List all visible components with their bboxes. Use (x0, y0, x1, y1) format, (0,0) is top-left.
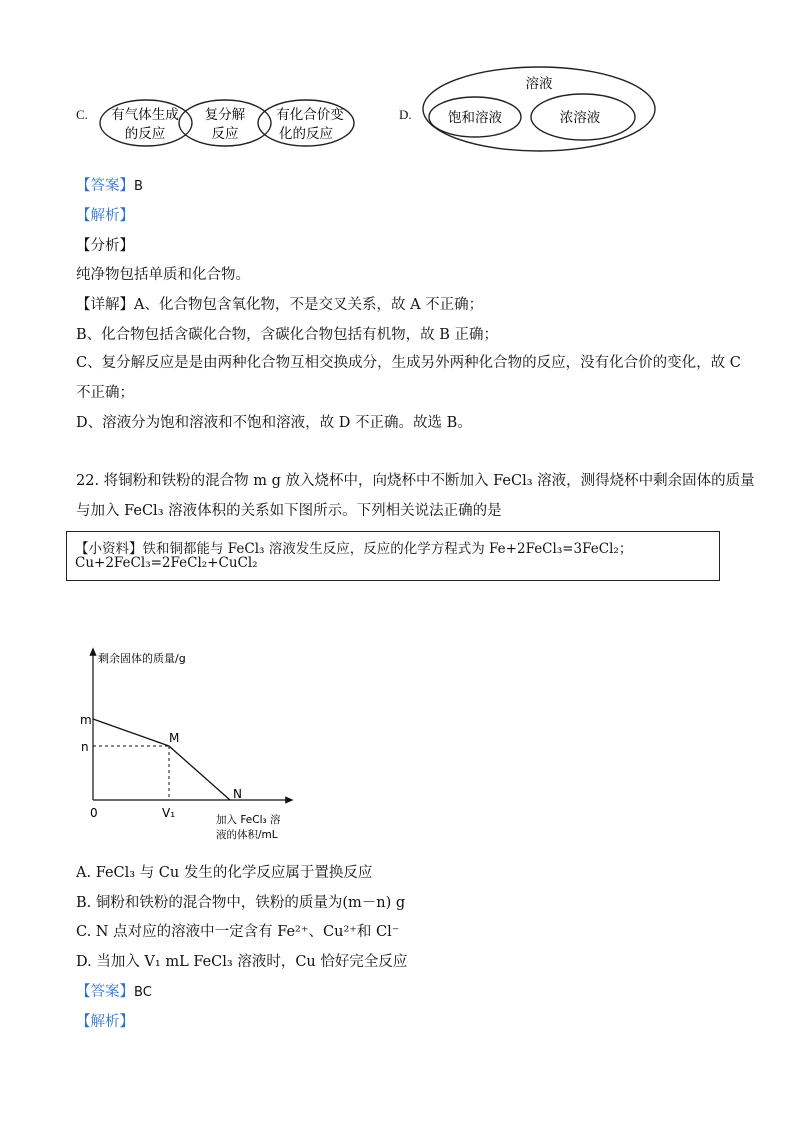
label-origin: 0 (90, 806, 98, 820)
mass-volume-graph (76, 645, 316, 845)
info-box (66, 531, 720, 581)
info-line1: 【小资料】铁和铜都能与 FeCl₃ 溶液发生反应，反应的化学方程式为 Fe+2FeCl₃=3FeCl₂； (75, 541, 633, 557)
ellipse1-line2: 的反应 (124, 126, 166, 142)
ellipse2-line2: 反应 (211, 126, 239, 142)
q21-fenxi: 【分析】 (76, 238, 134, 254)
option-c: C. N 点对应的溶液中一定含有 Fe²⁺、Cu²⁺和 Cl⁻ (76, 924, 400, 940)
detail-a-text: A、化合物包含氧化物，不是交叉关系，故 A 不正确； (134, 297, 484, 313)
label-saturated: 饱和溶液 (448, 110, 502, 126)
q21-detail-b: B、化合物包括含碳化合物，含碳化合物包括有机物，故 B 正确； (76, 327, 499, 343)
q22-answer (76, 982, 152, 1003)
answer-tag: 【答案】 (76, 178, 134, 194)
answer-tag: 【答案】 (76, 984, 134, 1000)
option-b: B. 铜粉和铁粉的混合物中，铁粉的质量为(m－n) g (76, 895, 406, 911)
option-c-letter: C. (76, 107, 88, 122)
q21-detail-d: D、溶液分为饱和溶液和不饱和溶液，故 D 不正确。故选 B。 (76, 415, 472, 431)
label-concentrated: 浓溶液 (559, 110, 601, 126)
label-v1: V₁ (162, 806, 176, 820)
x-axis-label-2: 液的体积/mL (216, 829, 278, 841)
x-axis-label-1: 加入 FeCl₃ 溶 (216, 814, 281, 826)
option-c-diagram (98, 98, 360, 150)
q21-detail-c2: 不正确； (76, 385, 134, 401)
option-d-letter: D. (399, 107, 412, 122)
q22-jiexi: 【解析】 (76, 1014, 134, 1030)
q22-stem-line2: 与加入 FeCl₃ 溶液体积的关系如下图所示。下列相关说法正确的是 (76, 503, 502, 519)
option-a: A. FeCl₃ 与 Cu 发生的化学反应属于置换反应 (76, 865, 373, 881)
option-d: D. 当加入 V₁ mL FeCl₃ 溶液时，Cu 恰好完全反应 (76, 954, 408, 970)
label-m: m (80, 713, 92, 727)
answer-value: B (134, 179, 143, 194)
segment-m-to-M (93, 719, 169, 746)
option-d-diagram (420, 64, 658, 154)
q21-detail-c1: C、复分解反应是是由两种化合物互相交换成分，生成另外两种化合物的反应，没有化合价的变化，故 C (76, 355, 741, 371)
info-line2: Cu+2FeCl₃=2FeCl₂+CuCl₂ (75, 555, 258, 571)
label-solution: 溶液 (525, 76, 553, 92)
detail-tag: 【详解】 (76, 297, 134, 313)
label-M: M (169, 731, 180, 745)
label-N: N (233, 787, 242, 801)
q21-answer (76, 176, 143, 197)
segment-M-to-N (169, 746, 230, 800)
ellipse3-line1: 有化合价变 (276, 107, 344, 123)
q21-detail-a (76, 295, 483, 315)
answer-value: BC (134, 985, 152, 1000)
ellipse2-line1: 复分解 (204, 107, 246, 123)
q22-stem-line1: 22. 将铜粉和铁粉的混合物 m g 放入烧杯中，向烧杯中不断加入 FeCl₃ 溶液，测得烧杯中剩余固体的质量 (76, 473, 755, 489)
q21-jiexi: 【解析】 (76, 208, 134, 224)
y-axis-label: 剩余固体的质量/g (98, 652, 186, 665)
q21-fenxi-text: 纯净物包括单质和化合物。 (76, 267, 250, 283)
ellipse3-line2: 化的反应 (279, 126, 333, 142)
ellipse1-line1: 有气体生成 (111, 107, 179, 123)
label-n: n (81, 740, 89, 754)
